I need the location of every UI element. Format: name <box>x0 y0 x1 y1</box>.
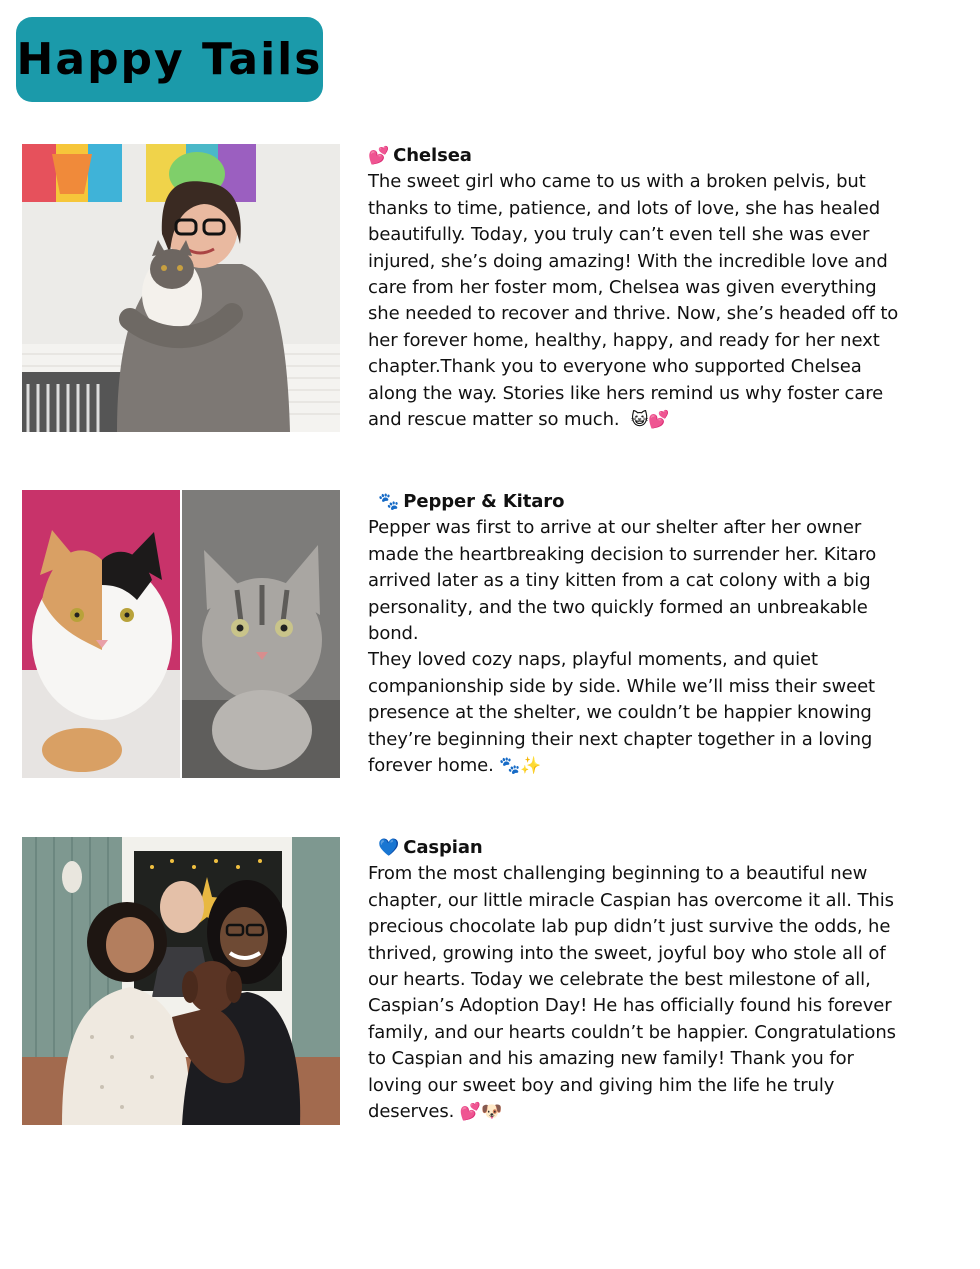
hearts-puppy-icon: 💕🐶 <box>459 1102 503 1123</box>
hearts-icon: 💕 <box>368 146 390 166</box>
paw-sparkles-icon: 🐾✨ <box>499 756 542 777</box>
story-name: Chelsea <box>393 145 472 166</box>
blue-heart-icon: 💙 <box>378 838 400 858</box>
paw-prints-icon: 🐾 <box>378 492 400 512</box>
story-title <box>368 489 908 515</box>
chelsea-text <box>368 143 908 433</box>
pepper-kitaro-text <box>368 489 908 779</box>
caspian-photo <box>22 837 340 1125</box>
story-name: Caspian <box>403 837 483 858</box>
story-body: The sweet girl who came to us with a broken pelvis, but thanks to time, patience, and lots of love, she has healed beautifully. Today, you truly can’t even tell she was ever injured, she’s doing amazing! With the incredible love and care from her foster mom, Chelsea was given everything she needed to recover and thrive. Now, she’s headed off to her forever home, healthy, happy, and ready for her next chapter.Thank you to everyone who supported Chelsea along the way. Stories like hers remind us why foster care and rescue matter so much. 😺💕 <box>368 171 899 431</box>
caspian-text <box>368 835 908 1125</box>
story-body: From the most challenging beginning to a beautiful new chapter, our little miracle Caspian has overcome it all. This precious chocolate lab pup didn’t just survive the odds, he thrived, growing into the sweet, joyful boy who stole all of our hearts. Today we celebrate the best milestone of all, Caspian’s Adoption Day! He has officially found his forever family, and our hearts couldn’t be happier. Congratulations to Caspian and his amazing new family! Thank you for loving our sweet boy and giving him the life he truly deserves. 💕🐶 <box>368 863 896 1123</box>
chelsea-photo <box>22 144 340 432</box>
cat-hearts-icon: 😺💕 <box>630 410 670 431</box>
story-title <box>368 143 908 169</box>
story-name: Pepper & Kitaro <box>403 491 565 512</box>
story-body: Pepper was first to arrive at our shelter after her owner made the heartbreaking decision to surrender her. Kitaro arrived later as a tiny kitten from a cat colony with a big personality, and the two quickly formed an unbreakable bond. They loved cozy naps, playful moments, and quiet companionship side by side. While we’ll miss their sweet presence at the shelter, we couldn’t be happier knowing they’re beginning their next chapter together in a loving forever home. 🐾✨ <box>368 517 877 777</box>
pepper-kitaro-photo <box>22 490 340 778</box>
title-banner <box>16 17 323 102</box>
page-title: Happy Tails <box>16 34 323 85</box>
story-title <box>368 835 908 861</box>
